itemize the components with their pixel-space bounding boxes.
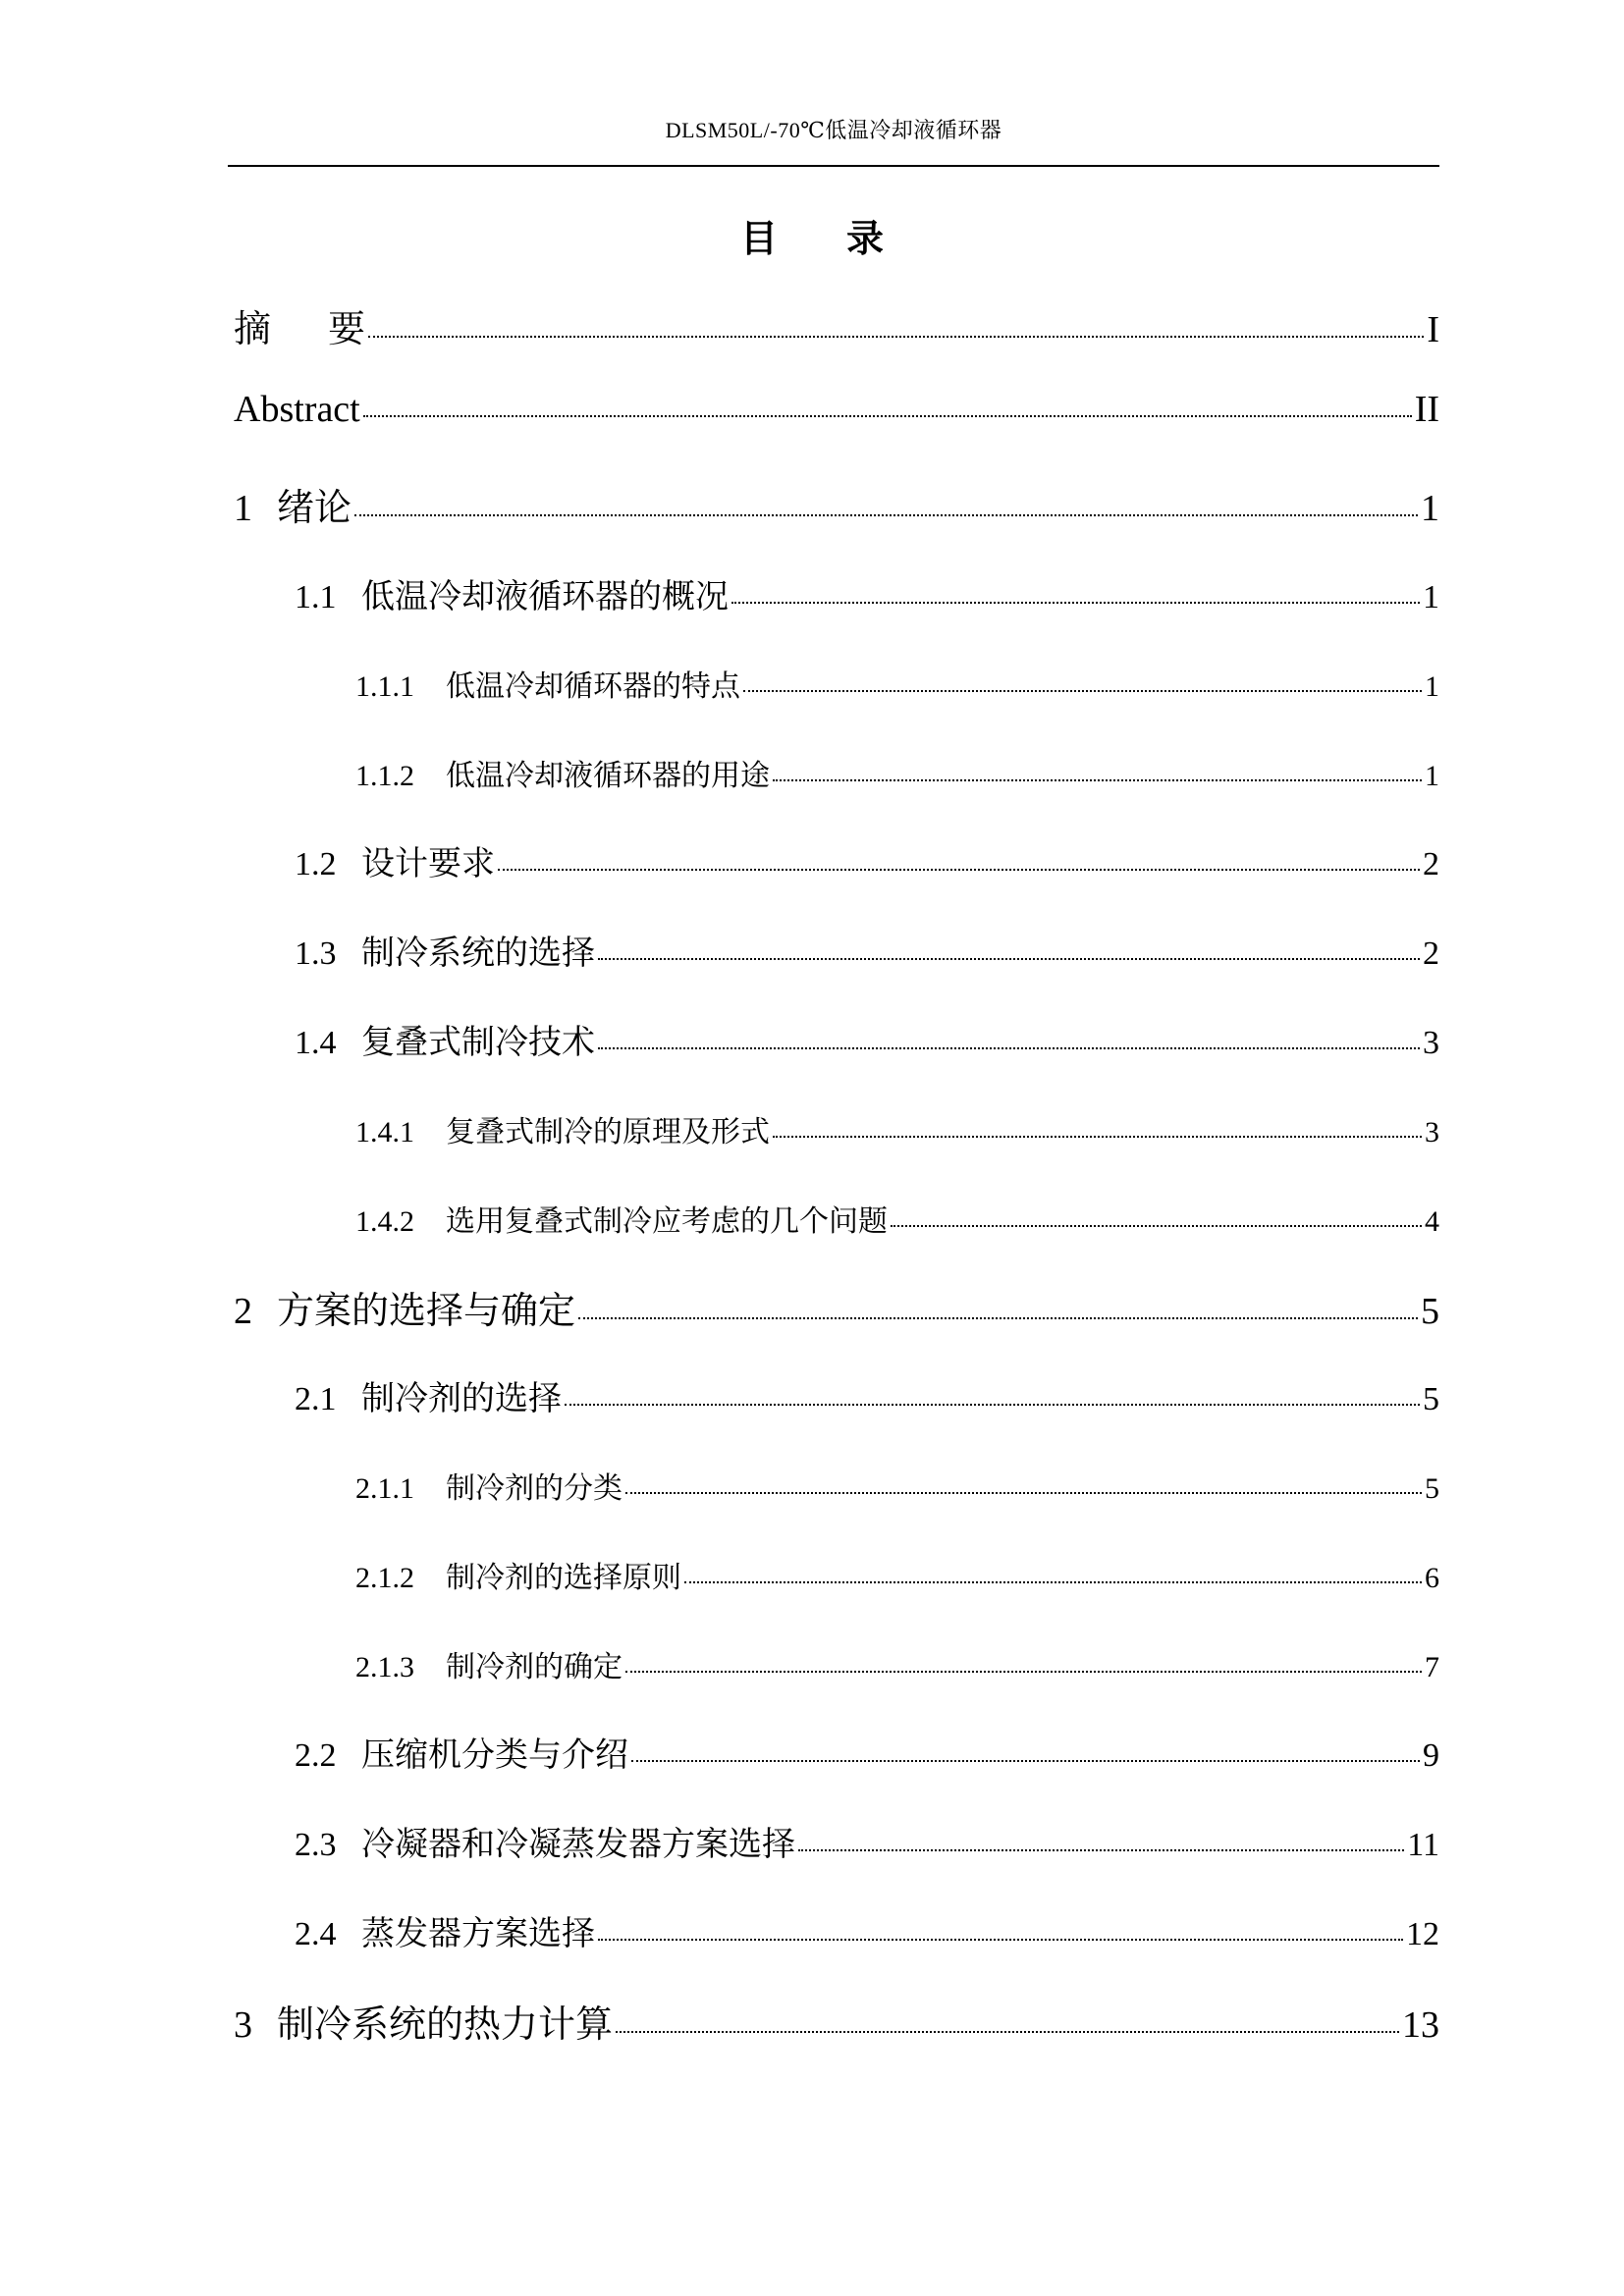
toc-entry-label: 制冷剂的选择	[361, 1379, 562, 1418]
toc-entry-label: 制冷剂的分类	[446, 1471, 623, 1506]
toc-entry-1-2[interactable]	[295, 836, 1439, 884]
toc-entry-number: 1.1.1	[355, 670, 414, 703]
toc-leader	[743, 690, 1422, 692]
toc-entry-number: 1.1.2	[355, 760, 414, 792]
toc-entry-page: 2	[1423, 935, 1439, 972]
toc-entry-page: 3	[1423, 1025, 1439, 1061]
toc-entry-label: 低温冷却液循环器的用途	[446, 759, 770, 793]
toc-entry-page: 6	[1425, 1562, 1439, 1594]
toc-leader	[498, 869, 1420, 871]
toc-title-part1: 目	[739, 217, 778, 260]
toc-entry-label: 复叠式制冷的原理及形式	[446, 1115, 770, 1149]
toc-leader	[354, 514, 1418, 516]
toc-entry-1-4-2[interactable]	[355, 1197, 1439, 1240]
toc-entry-number: 2.1.1	[355, 1472, 414, 1505]
toc-entry-page: 9	[1423, 1737, 1439, 1774]
toc-entry-page: I	[1427, 309, 1439, 350]
toc-leader	[891, 1225, 1422, 1227]
toc-entry-1-4-1[interactable]	[355, 1107, 1439, 1150]
toc-leader	[625, 1492, 1422, 1494]
toc-entry-1-1-1[interactable]	[355, 662, 1439, 705]
toc-entry-label: 低温冷却循环器的特点	[446, 669, 740, 704]
toc-entry-label: 复叠式制冷技术	[361, 1023, 595, 1062]
toc-entry-ch3[interactable]	[234, 1994, 1439, 2048]
toc-entry-label: 制冷剂的确定	[446, 1650, 623, 1684]
toc-entry-label: 制冷系统的热力计算	[277, 2002, 614, 2046]
toc-entry-page: 11	[1407, 1827, 1439, 1863]
toc-entry-number: 2.4	[295, 1916, 337, 1952]
toc-leader	[798, 1849, 1404, 1851]
toc-entry-label: 低温冷却液循环器的概况	[361, 577, 729, 616]
toc-entry-page: 5	[1421, 1291, 1439, 1332]
toc-entry-number: 1.3	[295, 935, 337, 972]
toc-entry-2-1-3[interactable]	[355, 1642, 1439, 1685]
running-header: DLSM50L/-70℃低温冷却液循环器	[665, 118, 1002, 142]
toc-entry-page: 2	[1423, 846, 1439, 882]
toc-entry-number: 1.1	[295, 579, 337, 615]
toc-entry-2-1[interactable]	[295, 1371, 1439, 1419]
toc-entry-ch2[interactable]	[234, 1280, 1439, 1334]
toc-title	[0, 208, 1624, 262]
toc-entry-number: 2.3	[295, 1827, 337, 1863]
toc-entry-2-3[interactable]	[295, 1817, 1439, 1865]
toc-entry-2-1-2[interactable]	[355, 1553, 1439, 1596]
toc-leader	[773, 1136, 1422, 1138]
toc-leader	[731, 602, 1420, 604]
toc-entry-number: 2.1.2	[355, 1562, 414, 1594]
toc-entry-number: 1	[234, 488, 252, 529]
toc-entry-1-3[interactable]	[295, 926, 1439, 974]
toc-entry-label: 设计要求	[361, 844, 495, 883]
toc-entry-number: 1.4	[295, 1025, 337, 1061]
toc-leader	[565, 1404, 1420, 1406]
toc-entry-number: 1.4.2	[355, 1205, 414, 1238]
toc-entry-page: 4	[1425, 1205, 1439, 1238]
toc-entry-1-1-2[interactable]	[355, 751, 1439, 794]
toc-entry-label: 冷凝器和冷凝蒸发器方案选择	[361, 1825, 795, 1864]
toc-entry-label: 制冷剂的选择原则	[446, 1561, 681, 1595]
toc-entry-2-1-1[interactable]	[355, 1464, 1439, 1507]
toc-leader	[578, 1317, 1418, 1319]
toc-entry-page: 1	[1423, 579, 1439, 615]
toc-entry-abstract-zh[interactable]	[234, 298, 1439, 352]
toc-entry-page: 5	[1423, 1381, 1439, 1417]
toc-entry-page: 1	[1425, 670, 1439, 703]
toc-leader	[598, 1047, 1420, 1049]
toc-leader	[368, 336, 1424, 338]
toc-entry-label: 蒸发器方案选择	[361, 1914, 595, 1953]
toc-entry-number: 2	[234, 1291, 252, 1332]
toc-leader	[625, 1671, 1422, 1673]
header-rule	[228, 165, 1439, 167]
toc-entry-page: II	[1414, 389, 1439, 430]
toc-entry-page: 5	[1425, 1472, 1439, 1505]
toc-entry-page: 1	[1425, 760, 1439, 792]
toc-entry-label: Abstract	[234, 389, 360, 430]
toc-leader	[363, 415, 1412, 417]
toc-entry-page: 3	[1425, 1116, 1439, 1148]
toc-leader	[631, 1760, 1420, 1762]
toc-entry-label: 摘 要	[234, 307, 366, 350]
toc-leader	[616, 2031, 1399, 2033]
toc-entry-number: 2.1.3	[355, 1651, 414, 1683]
toc-entry-label: 绪论	[277, 486, 352, 529]
toc-leader	[598, 958, 1420, 960]
toc-entry-ch1[interactable]	[234, 477, 1439, 531]
toc-entry-1-4[interactable]	[295, 1015, 1439, 1063]
toc-entry-label: 方案的选择与确定	[277, 1289, 576, 1332]
toc-entry-label: 选用复叠式制冷应考虑的几个问题	[446, 1204, 888, 1239]
toc-entry-label: 制冷系统的选择	[361, 934, 595, 973]
toc-leader	[684, 1581, 1422, 1583]
toc-entry-page: 12	[1406, 1916, 1439, 1952]
toc-entry-1-1[interactable]	[295, 569, 1439, 617]
toc-leader	[773, 779, 1422, 781]
toc-entry-number: 1.4.1	[355, 1116, 414, 1148]
toc-entry-2-2[interactable]	[295, 1728, 1439, 1776]
toc-entry-number: 2.2	[295, 1737, 337, 1774]
toc-entry-page: 7	[1425, 1651, 1439, 1683]
toc-title-part2: 录	[846, 217, 885, 260]
toc-entry-page: 1	[1421, 488, 1439, 529]
toc-entry-number: 3	[234, 2004, 252, 2046]
toc-entry-abstract-en[interactable]	[234, 388, 1439, 431]
toc-leader	[598, 1939, 1403, 1941]
toc-entry-2-4[interactable]	[295, 1906, 1439, 1954]
toc-entry-number: 1.2	[295, 846, 337, 882]
toc-entry-label: 压缩机分类与介绍	[361, 1735, 628, 1775]
toc-entry-number: 2.1	[295, 1381, 337, 1417]
toc-entry-page: 13	[1402, 2004, 1439, 2046]
